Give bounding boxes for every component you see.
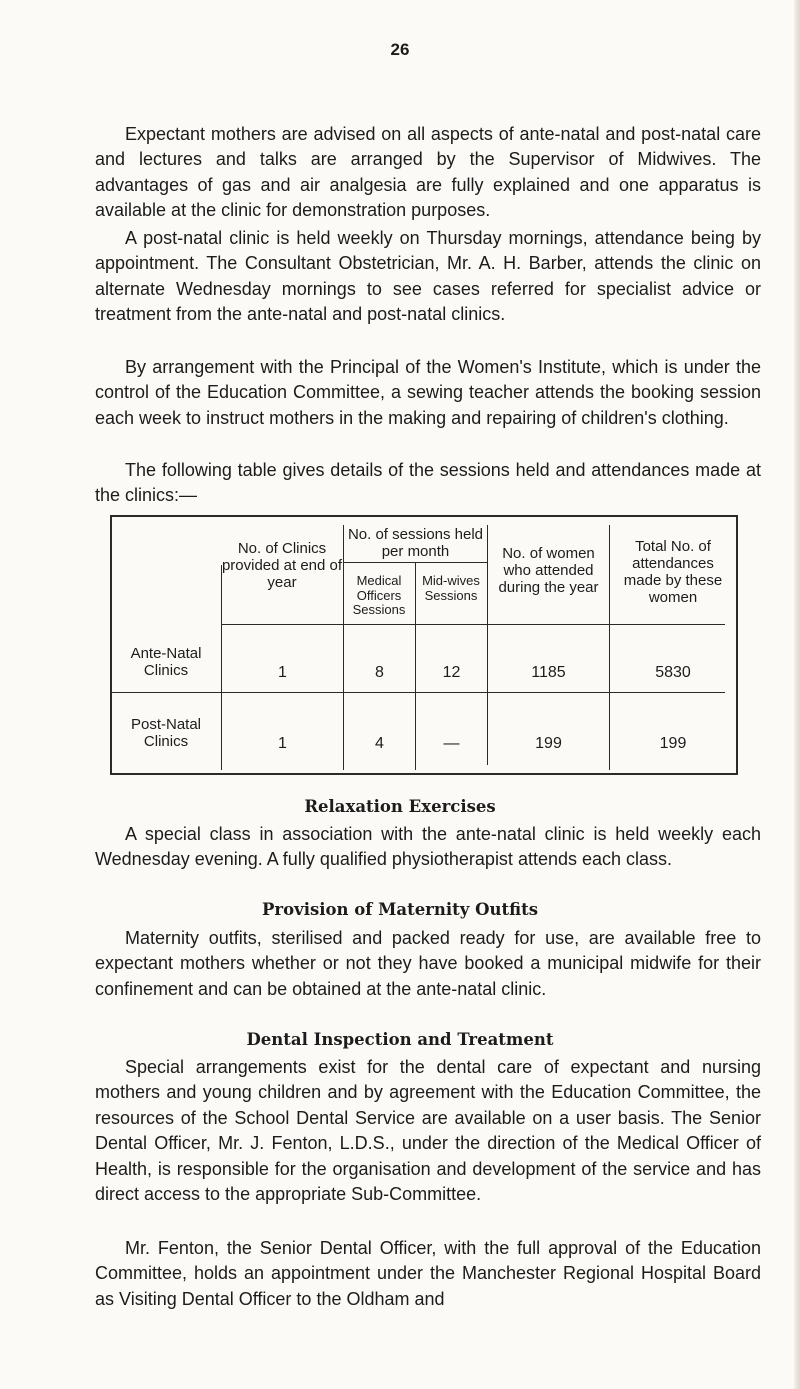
col-line-4 — [487, 525, 488, 765]
header-clinics-provided: No. of Clinics provided at end of year — [221, 540, 343, 591]
row-post-natal-medical: 4 — [375, 735, 384, 752]
paragraph-dental-appointment: Mr. Fenton, the Senior Dental Officer, with the full approval of the Education Committee, holds an appointment under the Manchester Regional Hospital Board as Visiting Dental Officer to the Oldham and — [95, 1238, 761, 1309]
row-ante-natal-medical: 8 — [375, 664, 384, 681]
header-sessions-per-month: No. of sessions held per month — [347, 526, 484, 560]
col-line-5 — [609, 525, 610, 770]
paragraph-dental-arrangements: Special arrangements exist for the dental care of expectant and nursing mothers and young children and by agreement with the Education Committee, the resources of the School Dental Service are available on a user basis. The Senior Dental Officer, Mr. J. Fenton, L.D.S., under the direction of the Medical Officer of Health, is responsible for the organisation and development of the service and has direct access to the appropriate Sub-Committee. — [95, 1057, 761, 1205]
row-post-natal-label: Post-Natal Clinics — [130, 716, 202, 750]
paragraph-relaxation: A special class in association with the ante-natal clinic is held weekly each Wednesday evening. A fully qualified physiotherapist attends each class. — [95, 824, 761, 870]
row-post-natal-total: 199 — [659, 735, 687, 752]
paragraph-antenatal-advice: Expectant mothers are advised on all aspects of ante-natal and post-natal care and lectures and talks are arranged by the Supervisor of Midwives. The advantages of gas and air analgesia are fully explained and one apparatus is available at the clinic for demonstration purposes. — [95, 124, 761, 221]
row-ante-natal-label: Ante-Natal Clinics — [130, 645, 202, 679]
heading-dental: Dental Inspection and Treatment — [246, 1030, 554, 1049]
paragraph-maternity-outfits: Maternity outfits, sterilised and packed ready for use, are available free to expectant mothers whether or not they have booked a municipal midwife for their confinement and can be obtained at the ante-natal clinic. — [95, 928, 761, 999]
header-bottom-rule — [221, 624, 725, 625]
header-midwives: Mid-wives Sessions — [422, 573, 480, 603]
sessions-subheader-rule — [343, 562, 487, 563]
row-post-natal-clinics: 1 — [278, 735, 287, 752]
heading-maternity-outfits: Provision of Maternity Outfits — [262, 900, 538, 919]
table-top-rule — [110, 515, 738, 517]
paragraph-table-intro: The following table gives details of the sessions held and attendances made at the clinics:— — [95, 460, 761, 506]
row-1-bottom-rule — [111, 692, 725, 693]
page-number: 26 — [390, 40, 410, 59]
row-post-natal-midwives: — — [443, 735, 460, 752]
paragraph-sewing-teacher: By arrangement with the Principal of the Women's Institute, which is under the control of the Education Committee, a sewing teacher attends the booking session each week to instruct mothers in the making and repairing of children's clothing. — [95, 357, 761, 428]
row-ante-natal-total: 5830 — [655, 664, 691, 681]
header-medical-officers: Medical Officers Sessions — [352, 573, 406, 617]
scan-edge — [794, 0, 800, 1389]
paragraph-postnatal-clinic: A post-natal clinic is held weekly on Thursday mornings, attendance being by appointment. The Consultant Obstetrician, Mr. A. H. Barber, attends the clinic on alternate Wednesday mornings to see cases referred for specialist advice or treatment from the ante-natal and post-natal clinics. — [95, 228, 761, 325]
header-total-attendances: Total No. of attendances made by these women — [623, 538, 723, 606]
header-women-attended: No. of women who attended during the year — [498, 545, 599, 596]
row-post-natal-women: 199 — [535, 735, 562, 752]
row-ante-natal-midwives: 12 — [442, 664, 461, 681]
table-bottom-rule — [110, 773, 738, 775]
table-right-border — [736, 515, 738, 774]
row-ante-natal-clinics: 1 — [278, 664, 287, 681]
row-ante-natal-women: 1185 — [531, 664, 566, 681]
heading-relaxation: Relaxation Exercises — [304, 797, 496, 816]
